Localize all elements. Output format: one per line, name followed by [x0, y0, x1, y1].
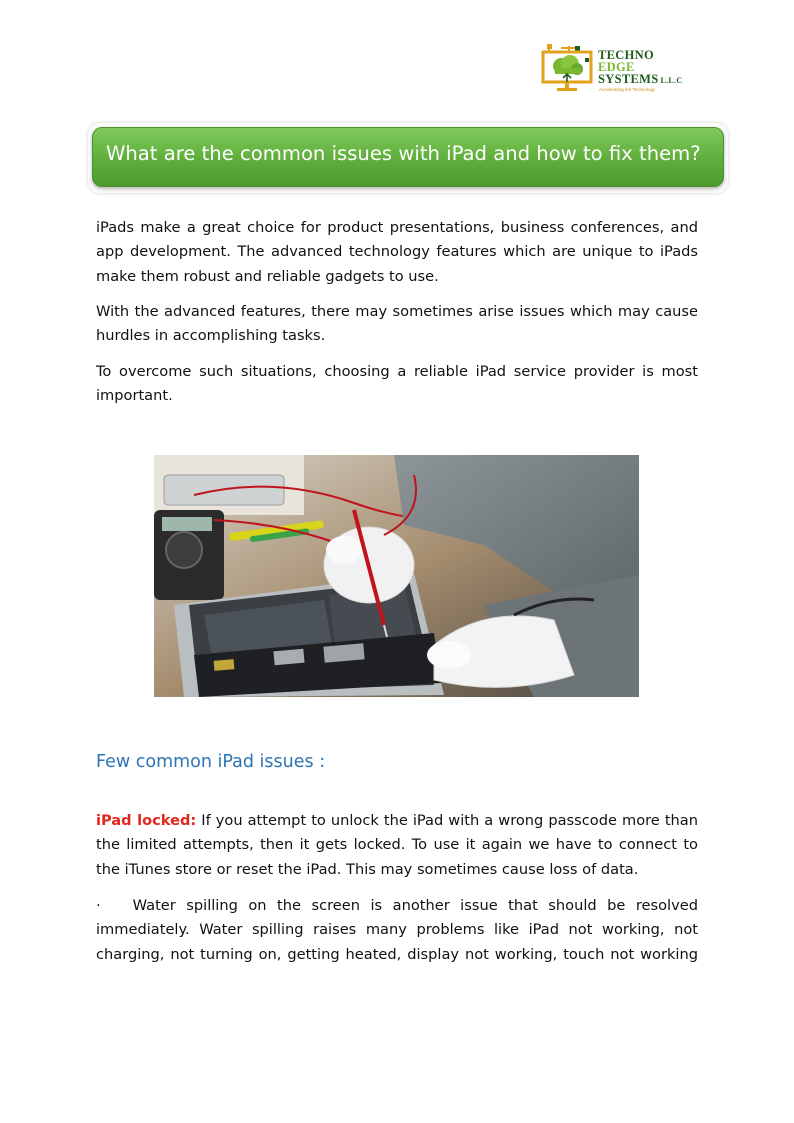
- bullet-marker: ·: [96, 897, 101, 914]
- logo-emblem-icon: [541, 44, 597, 96]
- intro-paragraph-3: To overcome such situations, choosing a reliable iPad service provider is most important.: [96, 363, 698, 405]
- intro-paragraph-2: With the advanced features, there may sometimes arise issues which may cause hurdles in accomplishing tasks.: [96, 303, 698, 345]
- page-title: What are the common issues with iPad and how to fix them?: [106, 142, 701, 165]
- issue-label-ipad-locked: iPad locked:: [96, 812, 197, 829]
- title-banner-fill: [92, 127, 724, 187]
- logo-text-llc: L.L.C: [660, 76, 683, 85]
- logo-text-techno: TECHNO: [598, 48, 654, 62]
- issue-ipad-locked: [96, 809, 698, 882]
- issue-text-water-spilling: Water spilling on the screen is another issue that should be resolved immediately. Water spilling raises many problems like iPad not working, not charging, not turning on, getting heated, display not working, touch not working: [96, 897, 698, 963]
- intro-paragraph-1: iPads make a great choice for product presentations, business conferences, and app development. The advanced technology features which are unique to iPads make them robust and reliable gadgets to use.: [96, 219, 698, 285]
- logo-tagline: Accelerating the Technology: [599, 87, 656, 92]
- company-logo: [541, 44, 701, 96]
- logo-text-systems: SYSTEMS: [598, 72, 659, 86]
- issue-water-spilling: [96, 894, 698, 967]
- issue-text-ipad-locked: If you attempt to unlock the iPad with a wrong passcode more than the limited attempts, then it gets locked. To use it again we have to connect to the iTunes store or reset the iPad. This may sometimes cause loss of data.: [96, 812, 698, 878]
- section-heading: Few common iPad issues :: [96, 752, 326, 772]
- title-banner: [88, 123, 728, 193]
- logo-text-edge: EDGE: [598, 60, 635, 74]
- ipad-repair-photo: [154, 455, 639, 697]
